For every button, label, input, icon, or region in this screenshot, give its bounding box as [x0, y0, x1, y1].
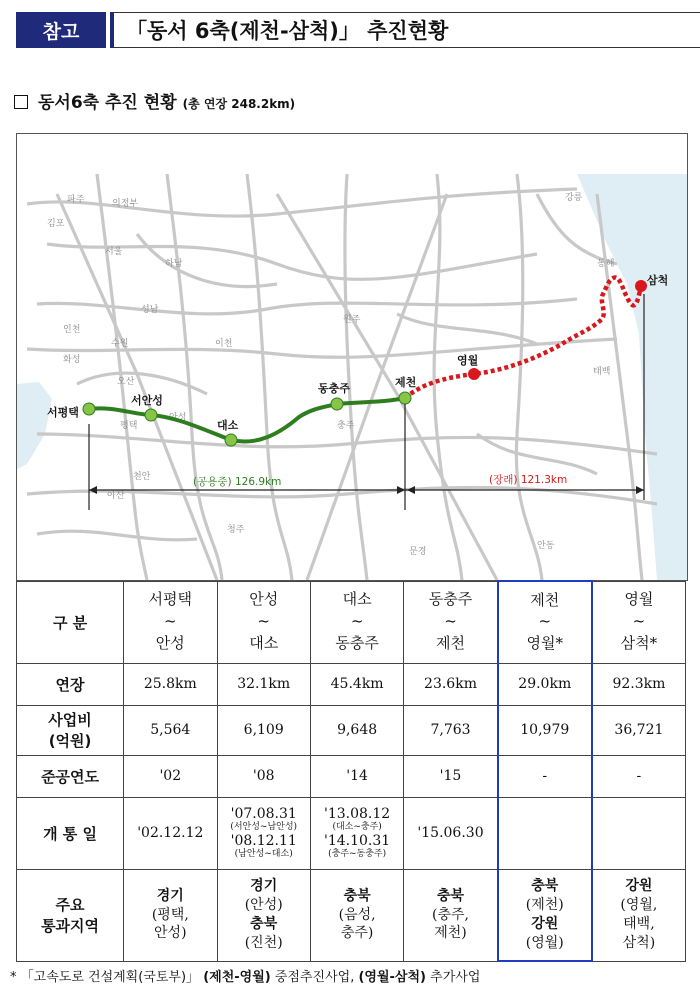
col-from: 영월 [624, 590, 654, 609]
segment-planned-label: (장래) 121.3km [489, 474, 568, 486]
footnote-text-1: 중점추진사업, [274, 970, 355, 985]
cell-year: - [592, 755, 686, 797]
map-label-gimpo: 김포 [47, 219, 65, 229]
cell-length: 25.8km [124, 663, 217, 705]
cell-cost: 36,721 [592, 705, 686, 755]
region-province: 충북 [436, 887, 465, 904]
open-date: '08.12.11 [230, 833, 297, 849]
cell-cost: 10,979 [498, 705, 592, 755]
footnote-source: 「고속도로 건설계획(국토부)」 [20, 970, 200, 985]
region-city: (영월) [525, 934, 564, 951]
cell-length: 32.1km [217, 663, 310, 705]
region-province: 경기 [250, 878, 278, 895]
cell-open [124, 797, 217, 869]
col-to: 제천 [436, 633, 465, 652]
region-city: (충주, [432, 906, 469, 923]
cell-cost: 6,109 [217, 705, 310, 755]
footnote-segment-2: (영월-삼척) [358, 970, 426, 985]
col-from: 동충주 [428, 590, 473, 609]
cell-cost: 7,763 [404, 705, 498, 755]
cell-open [310, 797, 403, 869]
map-label-gangneung: 강릉 [565, 193, 583, 203]
cell-year: '15 [404, 755, 498, 797]
region-city: (영월, [620, 897, 658, 914]
city-label-daeso: 대소 [217, 419, 239, 432]
city-label-dongchungju: 동충주 [318, 382, 350, 395]
map-label-osan: 오산 [117, 377, 135, 387]
map-label-seongnam: 성남 [141, 305, 159, 315]
city-marker-daeso [225, 434, 237, 446]
map-label-mungyeong: 문경 [409, 547, 427, 557]
cell-length: 29.0km [498, 663, 592, 705]
region-city: 삼척) [622, 934, 656, 951]
map-label-suwon: 수원 [111, 339, 129, 349]
cell-length: 45.4km [310, 663, 403, 705]
arrow-left-icon [89, 486, 97, 494]
city-marker-samcheok [635, 280, 647, 292]
city-label-samcheok: 삼척 [647, 274, 669, 287]
region-city: 충주) [340, 925, 374, 942]
open-note: (남안성~대소) [234, 849, 293, 859]
region-city: 안성) [154, 925, 187, 942]
cell-region [498, 869, 592, 961]
map-label-andong: 안동 [537, 541, 555, 551]
cell-cost: 9,648 [310, 705, 403, 755]
col-from: 서평택 [148, 590, 193, 609]
table-row-region [17, 869, 686, 961]
reference-tag: 참고 [16, 12, 106, 48]
cell-year: '14 [310, 755, 403, 797]
col-tilde: ~ [350, 612, 364, 631]
row-header-region [17, 869, 124, 961]
city-label-yeongwol: 영월 [457, 354, 479, 367]
col-header-1 [124, 581, 217, 663]
col-tilde: ~ [538, 612, 552, 631]
open-date: '15.06.30 [417, 825, 484, 841]
arrow-left-icon-2 [407, 486, 415, 494]
page-title: 「동서 6축(제천-삼척)」 추진현황 [110, 12, 700, 48]
region-city: (안성) [244, 897, 283, 914]
cell-open [404, 797, 498, 869]
col-tilde: ~ [444, 612, 457, 631]
cell-region [124, 869, 217, 961]
map-label-seoul: 서울 [105, 247, 123, 257]
table-row-length [17, 663, 686, 705]
map-label-cheonan: 천안 [133, 472, 151, 482]
map-label-hanam: 하남 [165, 259, 183, 269]
footnote [10, 966, 480, 985]
map-label-hwaseong: 화성 [63, 355, 81, 365]
region-city: (진천) [244, 934, 283, 951]
city-marker-dongchungju [331, 398, 343, 410]
city-marker-anseong [145, 409, 157, 421]
footnote-star: * [10, 970, 17, 985]
section-title-text: 동서6축 추진 현황 [38, 93, 177, 113]
open-date: '07.08.31 [230, 806, 297, 822]
checkbox-square-icon [14, 95, 28, 109]
region-province: 충북 [343, 887, 371, 904]
map-label-icheon: 이천 [215, 339, 233, 349]
map-label-chungju: 충주 [337, 421, 355, 431]
map-label-cheongju: 청주 [227, 525, 245, 535]
arrow-right-icon [397, 486, 405, 494]
cell-length: 92.3km [592, 663, 686, 705]
page-header [16, 12, 686, 48]
col-header-2 [217, 581, 310, 663]
col-header-5 [498, 581, 592, 663]
cell-open [498, 797, 592, 869]
map-label-anseong2: 안성 [169, 413, 187, 423]
map-label-taebaek: 태백 [593, 367, 611, 377]
open-date: '14.10.31 [324, 833, 391, 849]
open-note: (서안성~남안성) [230, 822, 298, 832]
cell-year: '02 [124, 755, 217, 797]
col-header-6 [592, 581, 686, 663]
cell-region [404, 869, 498, 961]
region-city: 제천) [434, 925, 467, 942]
col-to: 영월* [526, 634, 564, 653]
col-to: 삼척* [620, 633, 658, 652]
route-map [16, 133, 688, 581]
section-table [16, 580, 686, 962]
col-header-3 [310, 581, 403, 663]
col-from: 대소 [342, 590, 372, 609]
cell-year: - [498, 755, 592, 797]
col-tilde: ~ [632, 612, 646, 631]
segment-completed-label: (공용중) 126.9km [193, 476, 282, 488]
city-label-anseong: 서안성 [131, 394, 163, 407]
cell-open [592, 797, 686, 869]
city-label-seopyeongtaek: 서평택 [47, 406, 79, 419]
section-title-note: (총 연장 248.2km) [182, 97, 296, 111]
section-title [14, 88, 295, 113]
row-header-year: 준공연도 [17, 755, 124, 797]
west-sea-area [17, 382, 52, 469]
city-marker-jecheon [399, 392, 411, 404]
row-header-section: 구 분 [17, 581, 124, 663]
region-province: 충북 [531, 877, 559, 894]
map-label-wonju: 원주 [343, 315, 361, 325]
open-date: '13.08.12 [324, 806, 391, 822]
table-row-header [17, 581, 686, 663]
col-to: 대소 [249, 633, 279, 652]
row-header-region-2: 통과지역 [41, 917, 100, 935]
cell-region [310, 869, 403, 961]
map-label-pyeongtaek: 평택 [120, 421, 138, 431]
row-header-open: 개 통 일 [17, 797, 124, 869]
map-label-donghae: 동해 [597, 259, 615, 269]
row-header-length: 연장 [17, 663, 124, 705]
route-map-svg [17, 134, 687, 580]
col-from: 안성 [249, 590, 279, 609]
row-header-cost-label: 사업비 [48, 711, 92, 729]
col-header-4 [404, 581, 498, 663]
region-city: (음성, [338, 906, 376, 923]
row-header-cost-unit: (억원) [48, 732, 92, 750]
city-marker-seopyeongtaek [83, 403, 95, 415]
region-city: 태백, [623, 916, 655, 932]
col-to: 안성 [155, 633, 185, 652]
cell-year: '08 [217, 755, 310, 797]
map-label-incheon: 인천 [63, 325, 81, 335]
col-tilde: ~ [257, 612, 270, 631]
col-from: 제천 [530, 590, 560, 609]
col-to: 동충주 [335, 633, 379, 652]
city-marker-yeongwol [468, 368, 480, 380]
region-province: 강원 [625, 878, 653, 895]
open-date: '02.12.12 [137, 825, 204, 841]
region-city: (평택, [151, 906, 189, 923]
region-city: (제천) [525, 896, 564, 913]
cell-length: 23.6km [404, 663, 498, 705]
region-province: 경기 [156, 887, 184, 904]
open-note: (충주~동충주) [328, 849, 387, 859]
open-note: (대소~충주) [332, 822, 382, 832]
cell-region [592, 869, 686, 961]
region-province: 강원 [531, 915, 559, 932]
city-label-jecheon: 제천 [395, 376, 417, 389]
row-header-region-1: 주요 [55, 896, 85, 914]
col-tilde: ~ [164, 612, 177, 631]
row-header-cost [17, 705, 124, 755]
cell-cost: 5,564 [124, 705, 217, 755]
table-row-year [17, 755, 686, 797]
table-row-cost [17, 705, 686, 755]
map-label-uijeongbu: 의정부 [112, 199, 139, 209]
arrow-right-icon-2 [636, 486, 644, 494]
footnote-segment-1: (제천-영월) [203, 970, 271, 985]
cell-open [217, 797, 310, 869]
map-label-paju: 파주 [67, 195, 85, 205]
region-province: 충북 [250, 916, 278, 932]
table-row-open [17, 797, 686, 869]
east-sea-area [577, 174, 687, 580]
cell-region [217, 869, 310, 961]
footnote-text-2: 추가사업 [430, 970, 481, 985]
map-label-asan: 아산 [107, 491, 125, 501]
